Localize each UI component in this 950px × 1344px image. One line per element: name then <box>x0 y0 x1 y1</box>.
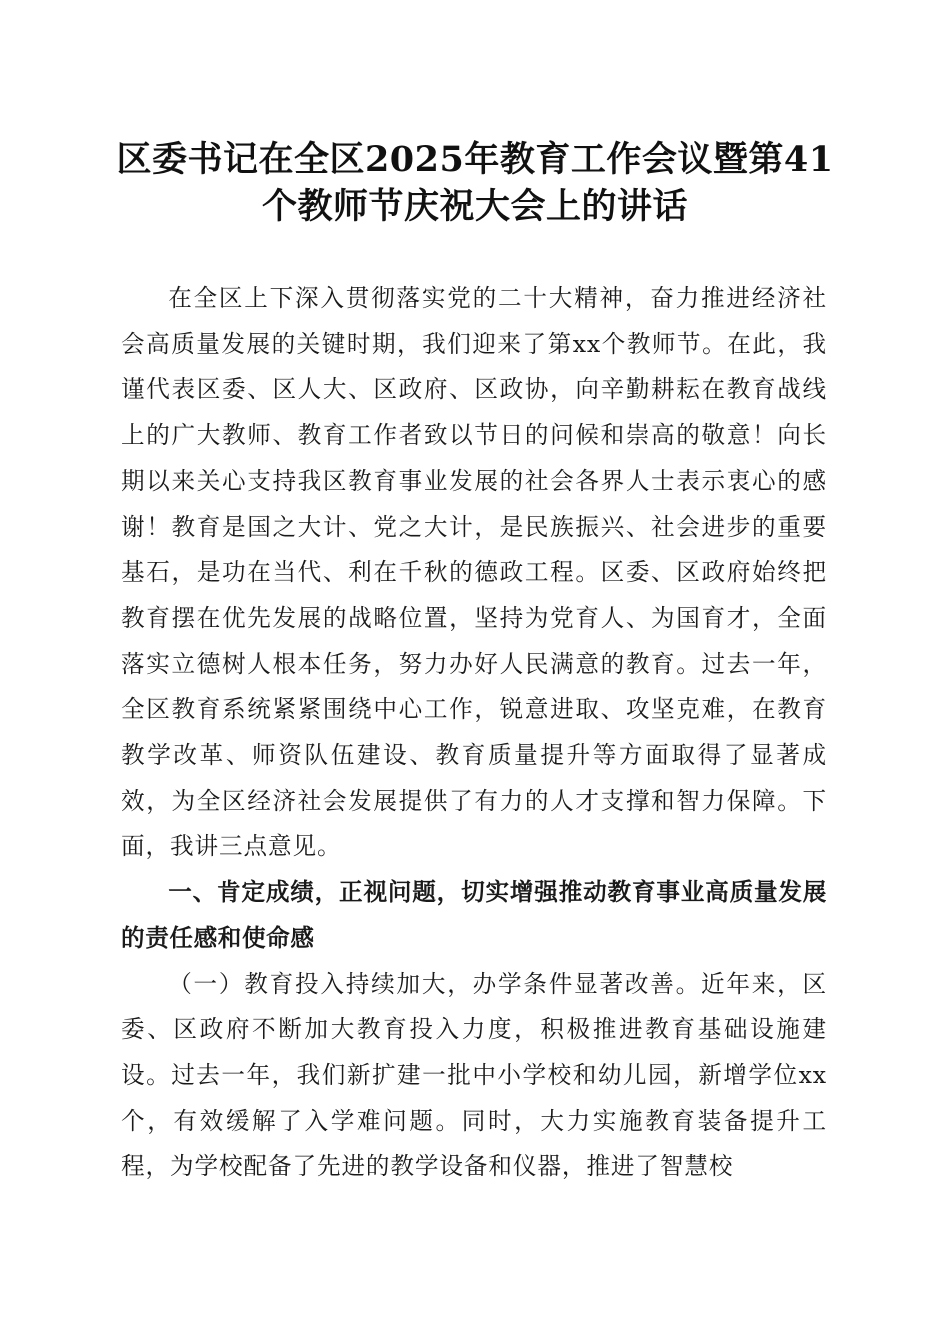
document-title <box>110 136 840 230</box>
intro-paragraph: 在全区上下深入贯彻落实党的二十大精神，奋力推进经济社会高质量发展的关键时期，我们迎来了第xx个教师节。在此，我谨代表区委、区人大、区政府、区政协，向辛勤耕耘在教育战线上的广大教师、教育工作者致以节日的问候和崇高的敬意！向长期以来关心支持我区教育事业发展的社会各界人士表示衷心的感谢！教育是国之大计、党之大计，是民族振兴、社会进步的重要基石，是功在当代、利在千秋的德政工程。区委、区政府始终把教育摆在优先发展的战略位置，坚持为党育人、为国育才，全面落实立德树人根本任务，努力办好人民满意的教育。过去一年，全区教育系统紧紧围绕中心工作，锐意进取、攻坚克难，在教育教学改革、师资队伍建设、教育质量提升等方面取得了显著成效，为全区经济社会发展提供了有力的人才支撑和智力保障。下面，我讲三点意见。 <box>121 284 827 861</box>
title-line-1: 区委书记在全区2025年教育工作会议暨第41 <box>116 139 834 180</box>
document-body <box>121 276 827 1190</box>
subsection-1-paragraph: （一）教育投入持续加大，办学条件显著改善。近年来，区委、区政府不断加大教育投入力度，积极推进教育基础设施建设。过去一年，我们新扩建一批中小学校和幼儿园，新增学位xx个，有效缓解了入学难问题。同时，大力实施教育装备提升工程，为学校配备了先进的教学设备和仪器，推进了智慧校 <box>121 969 827 1181</box>
title-line-2: 个教师节庆祝大会上的讲话 <box>261 186 688 227</box>
section-1-heading: 一、肯定成绩，正视问题，切实增强推动教育事业高质量发展的责任感和使命感 <box>121 878 827 952</box>
